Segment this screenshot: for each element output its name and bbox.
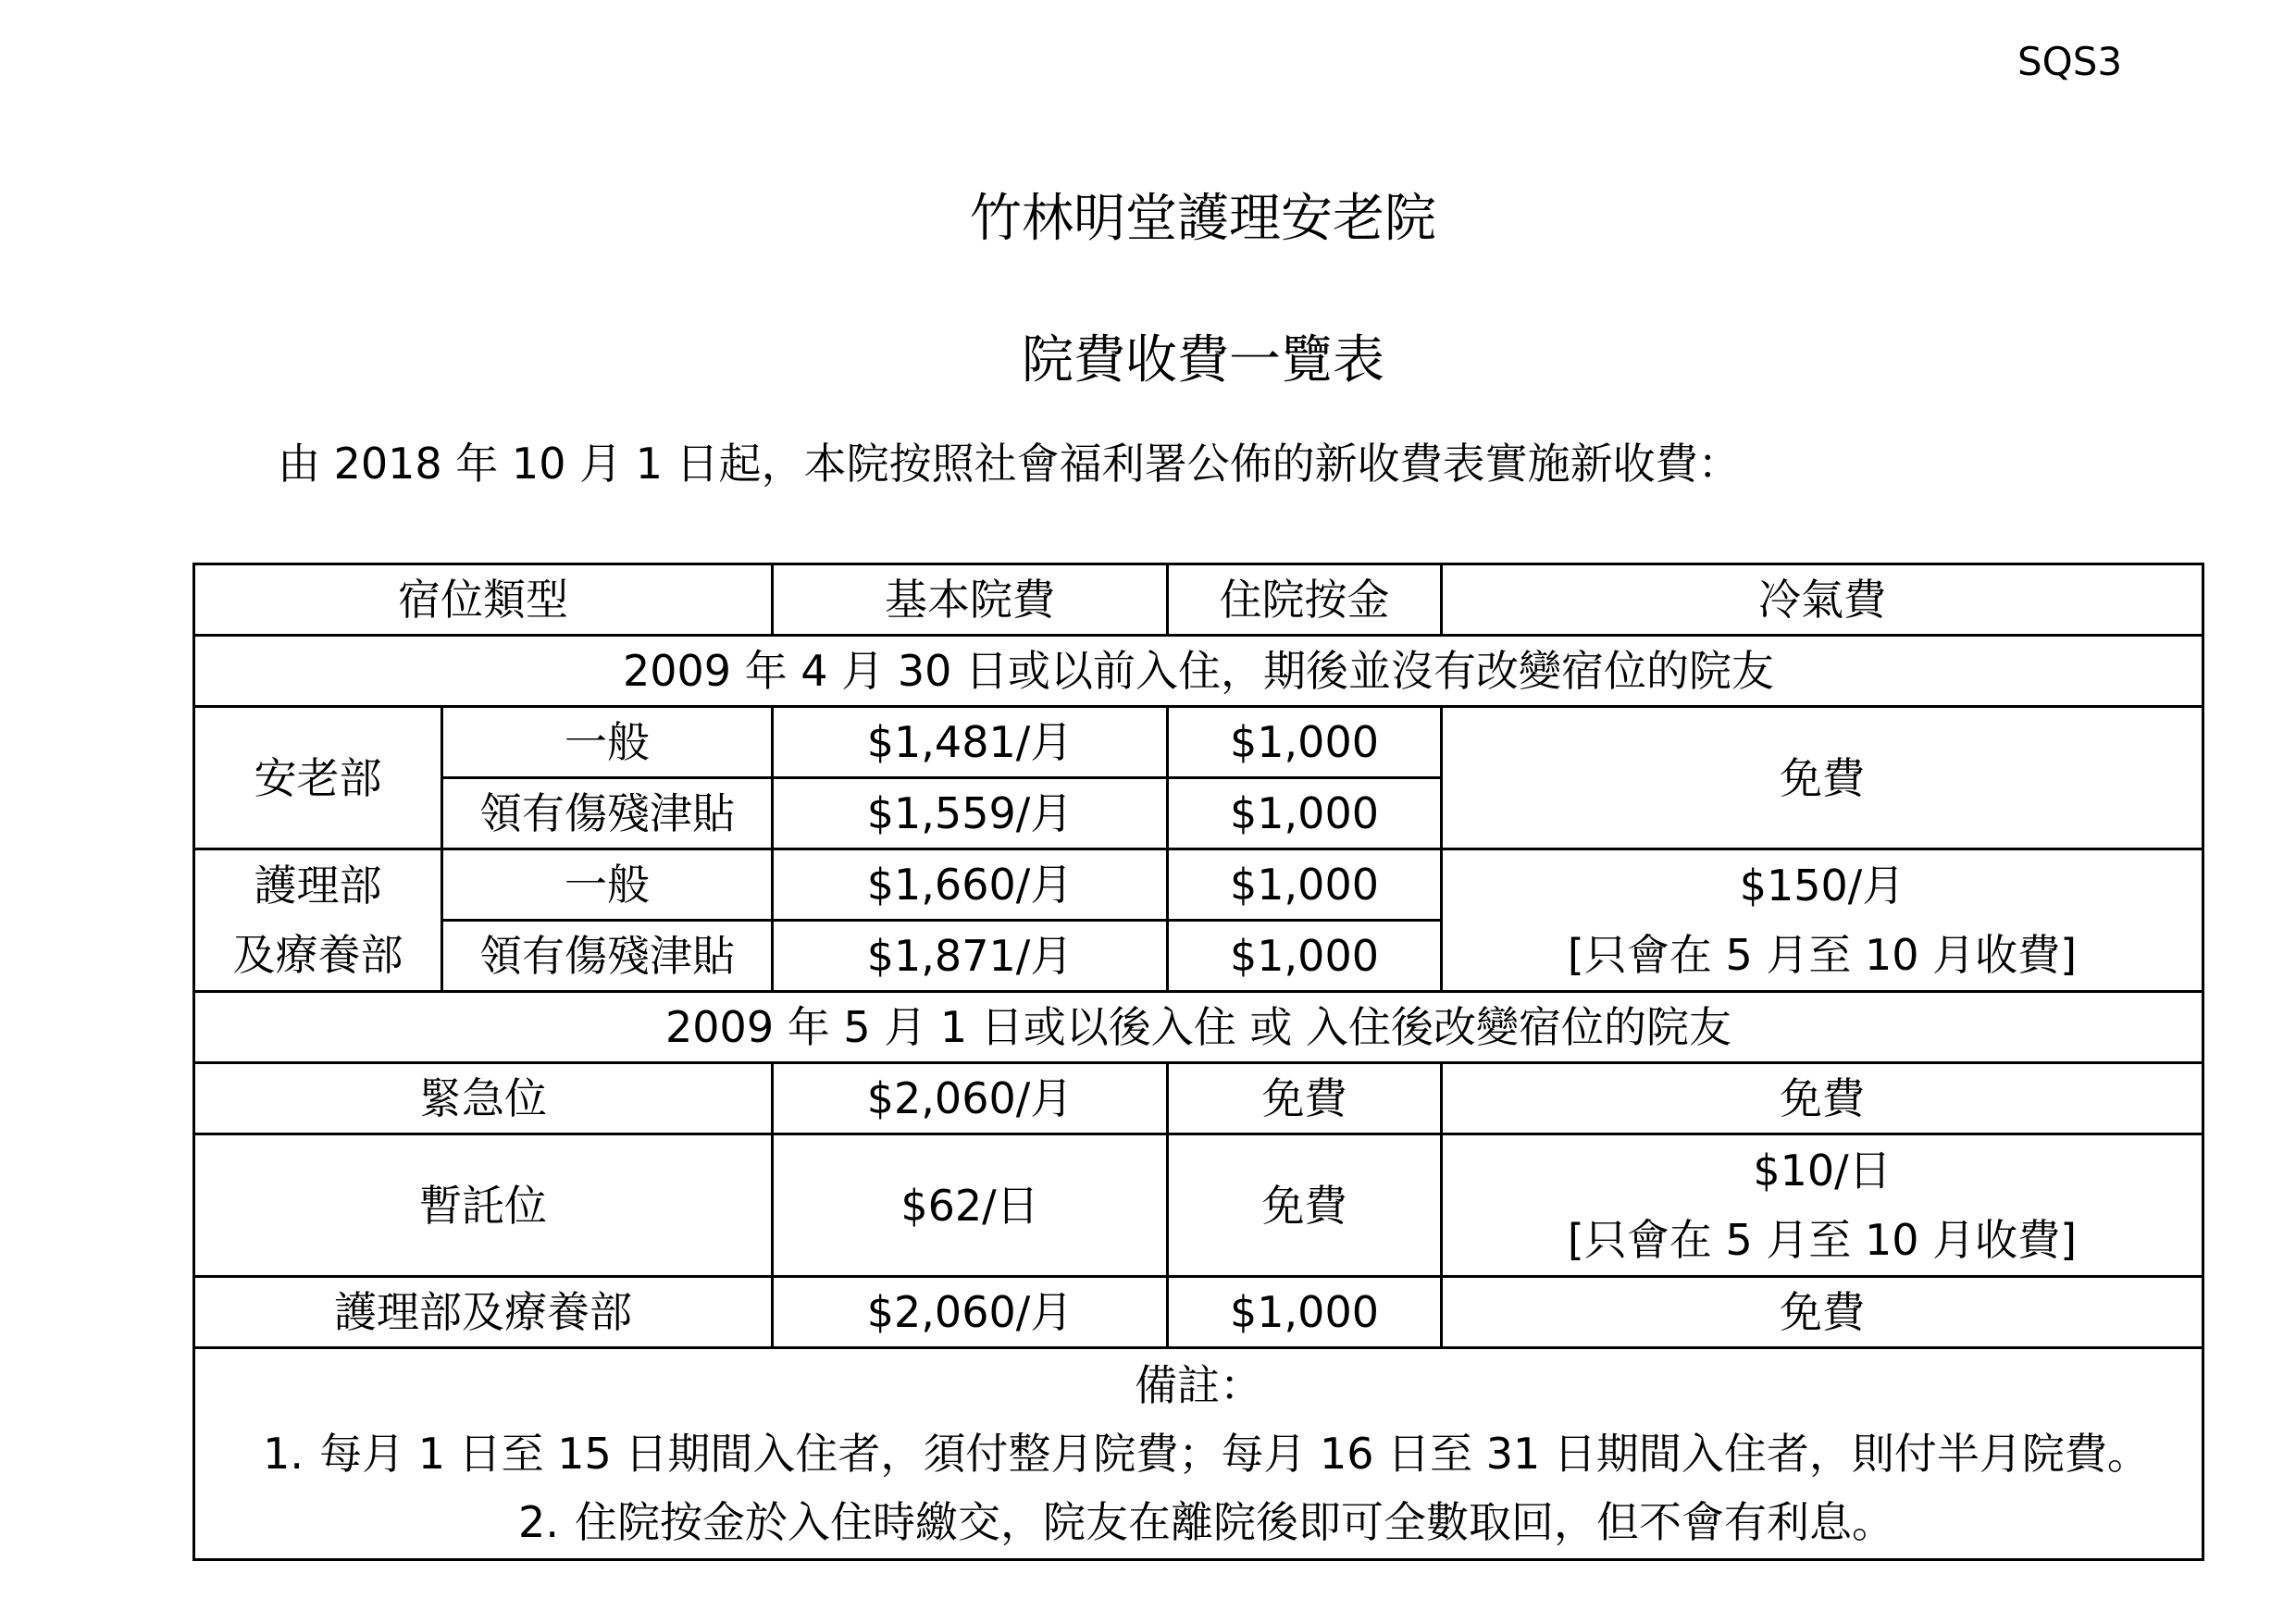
deposit-cell: $1,000 xyxy=(1168,1277,1442,1348)
header-row xyxy=(194,564,2203,636)
document-title: 院費收費一覽表 xyxy=(1022,330,1384,390)
notes-heading: 備註： xyxy=(1135,1360,1262,1410)
notes-cell xyxy=(194,1348,2203,1560)
subtype-cell: 一般 xyxy=(442,849,773,921)
intro-text: 由 2018 年 10 月 1 日起，本院按照社會福利署公佈的新收費表實施新收費： xyxy=(278,439,1741,489)
ac-fee-cell xyxy=(1442,1134,2203,1277)
ac-fee-line1: $10/日 xyxy=(1753,1145,1892,1196)
table-row xyxy=(194,1277,2203,1348)
group1-heading: 2009 年 4 月 30 日或以前入住，期後並沒有改變宿位的院友 xyxy=(194,636,2203,707)
deposit-cell: $1,000 xyxy=(1168,707,1442,778)
group2-heading: 2009 年 5 月 1 日或以後入住 或 入住後改變宿位的院友 xyxy=(194,992,2203,1063)
ac-fee-cell: 免費 xyxy=(1442,707,2203,849)
ac-fee-line2: [只會在 5 月至 10 月收費] xyxy=(1567,1215,2078,1266)
deposit-cell: 免費 xyxy=(1168,1063,1442,1134)
deposit-cell: $1,000 xyxy=(1168,778,1442,849)
note-item xyxy=(195,1419,2202,1488)
deposit-cell: 免費 xyxy=(1168,1134,1442,1277)
note-item xyxy=(195,1488,2202,1556)
table-row xyxy=(194,1134,2203,1277)
document-code: SQS3 xyxy=(2017,39,2123,84)
note-number: 2. xyxy=(518,1497,559,1547)
fee-cell: $1,481/月 xyxy=(773,707,1168,778)
fee-cell: $2,060/月 xyxy=(773,1063,1168,1134)
ac-fee-stack xyxy=(1443,1135,2202,1275)
type-cell: 暫託位 xyxy=(194,1134,773,1277)
header-basic-fee: 基本院費 xyxy=(773,564,1168,636)
notes-row xyxy=(194,1348,2203,1560)
fee-cell: $1,559/月 xyxy=(773,778,1168,849)
fee-table xyxy=(192,563,2204,1561)
ac-fee-line2: [只會在 5 月至 10 月收費] xyxy=(1442,921,2203,992)
fee-cell: $1,871/月 xyxy=(773,921,1168,992)
group2-heading-row xyxy=(194,992,2203,1063)
header-bed-type: 宿位類型 xyxy=(194,564,773,636)
subtype-cell: 領有傷殘津貼 xyxy=(442,921,773,992)
note-text: 住院按金於入住時繳交，院友在離院後即可全數取回，但不會有利息。 xyxy=(575,1497,1894,1547)
institution-name: 竹林明堂護理安老院 xyxy=(970,189,1436,249)
subtype-cell: 領有傷殘津貼 xyxy=(442,778,773,849)
dept-nursing-line2: 及療養部 xyxy=(194,921,442,992)
table-row xyxy=(194,921,2203,992)
deposit-cell: $1,000 xyxy=(1168,849,1442,921)
header-ac-fee: 冷氣費 xyxy=(1442,564,2203,636)
table-row xyxy=(194,707,2203,778)
fee-cell: $2,060/月 xyxy=(773,1277,1168,1348)
ac-fee-line1: $150/月 xyxy=(1442,849,2203,921)
note-number: 1. xyxy=(263,1429,304,1479)
dept-elderly-home: 安老部 xyxy=(194,707,442,849)
subtype-cell: 一般 xyxy=(442,707,773,778)
group1-heading-row xyxy=(194,636,2203,707)
note-text: 每月 1 日至 15 日期間入住者，須付整月院費；每月 16 日至 31 日期間入住者，則付半月院費。 xyxy=(319,1429,2150,1479)
deposit-cell: $1,000 xyxy=(1168,921,1442,992)
ac-fee-cell: 免費 xyxy=(1442,1063,2203,1134)
table-row xyxy=(194,849,2203,921)
type-cell: 護理部及療養部 xyxy=(194,1277,773,1348)
fee-cell: $1,660/月 xyxy=(773,849,1168,921)
fee-cell: $62/日 xyxy=(773,1134,1168,1277)
ac-fee-cell: 免費 xyxy=(1442,1277,2203,1348)
type-cell: 緊急位 xyxy=(194,1063,773,1134)
header-deposit: 住院按金 xyxy=(1168,564,1442,636)
table-row xyxy=(194,1063,2203,1134)
dept-nursing-line1: 護理部 xyxy=(194,849,442,921)
